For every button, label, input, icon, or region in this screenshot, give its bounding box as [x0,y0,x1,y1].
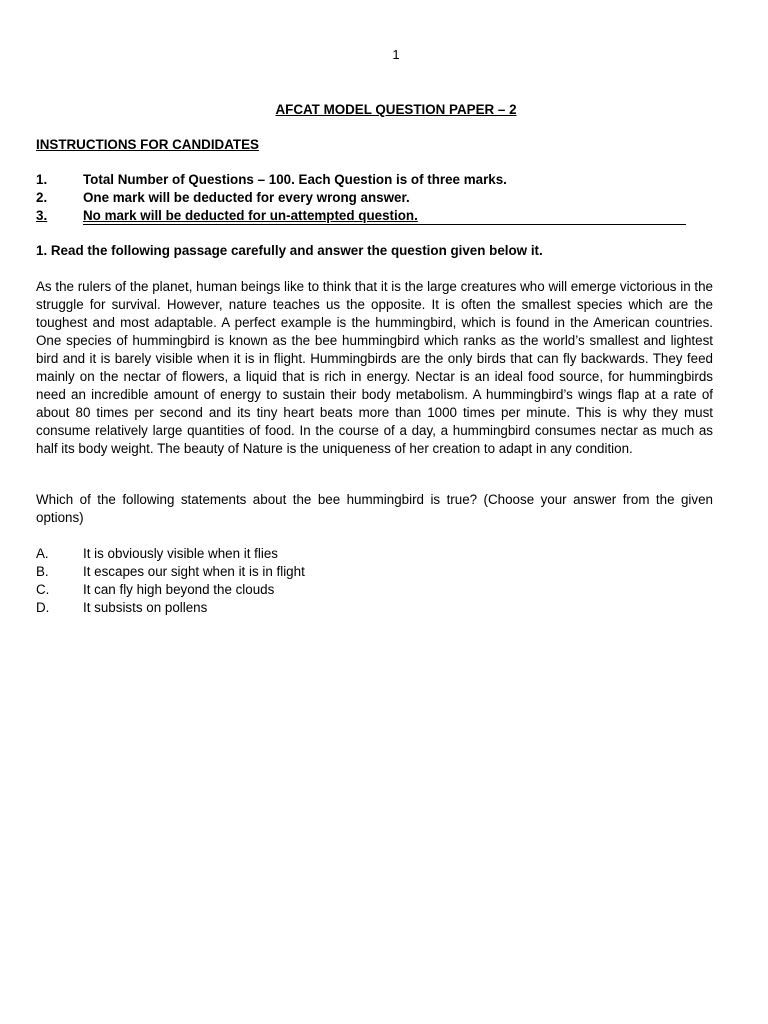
option-text: It can fly high beyond the clouds [83,582,275,597]
instruction-number: 2. [36,190,48,205]
instruction-item [36,207,686,225]
instructions-heading: INSTRUCTIONS FOR CANDIDATES [36,137,259,152]
instruction-item [36,189,686,207]
instruction-text: One mark will be deducted for every wrong answer. [83,190,410,205]
answer-option [36,563,305,581]
instruction-number: 1. [36,172,48,187]
instruction-number: 3. [36,208,48,223]
paper-title: AFCAT MODEL QUESTION PAPER – 2 [275,102,517,117]
option-letter: A. [36,546,49,561]
option-letter: D. [36,600,50,615]
instruction-item [36,171,686,189]
question-heading: 1. Read the following passage carefully and answer the question given below it. [36,243,543,258]
answer-option [36,581,305,599]
option-letter: C. [36,582,50,597]
instruction-text-underlined [83,207,686,225]
answer-options [36,545,305,617]
option-text: It subsists on pollens [83,600,208,615]
instruction-text: Total Number of Questions – 100. Each Question is of three marks. [83,172,507,187]
option-text: It is obviously visible when it flies [83,546,278,561]
answer-option [36,599,305,617]
instructions-list [36,171,686,225]
instruction-text: No mark will be deducted for un-attempted question. [83,208,418,223]
option-letter: B. [36,564,49,579]
page-number: 1 [392,47,400,62]
reading-passage: As the rulers of the planet, human beings like to think that it is the large creatures who will emerge victorious in the struggle for survival. However, nature teaches us the opposite. It is often the smallest species which are the toughest and most adaptable. A perfect example is the hummingbird, which is found in the American countries. One species of hummingbird is known as the bee hummingbird which ranks as the world’s smallest and lightest bird and it is barely visible when it is in flight. Hummingbirds are the only birds that can fly backwards. They feed mainly on the nectar of flowers, a liquid that is rich in energy. Nectar is an ideal food source, for hummingbirds need an incredible amount of energy to sustain their body metabolism. A hummingbird’s wings flap at a rate of about 80 times per second and its tiny heart beats more than 1000 times per minute. This is why they must consume relatively large quantities of food. In the course of a day, a hummingbird consumes nectar as much as half its body weight. The beauty of Nature is the uniqueness of her creation to adapt in any condition. [36,279,713,456]
option-text: It escapes our sight when it is in flight [83,564,305,579]
answer-option [36,545,305,563]
question-stem: Which of the following statements about the bee hummingbird is true? (Choose your answer from the given options) [36,492,713,525]
